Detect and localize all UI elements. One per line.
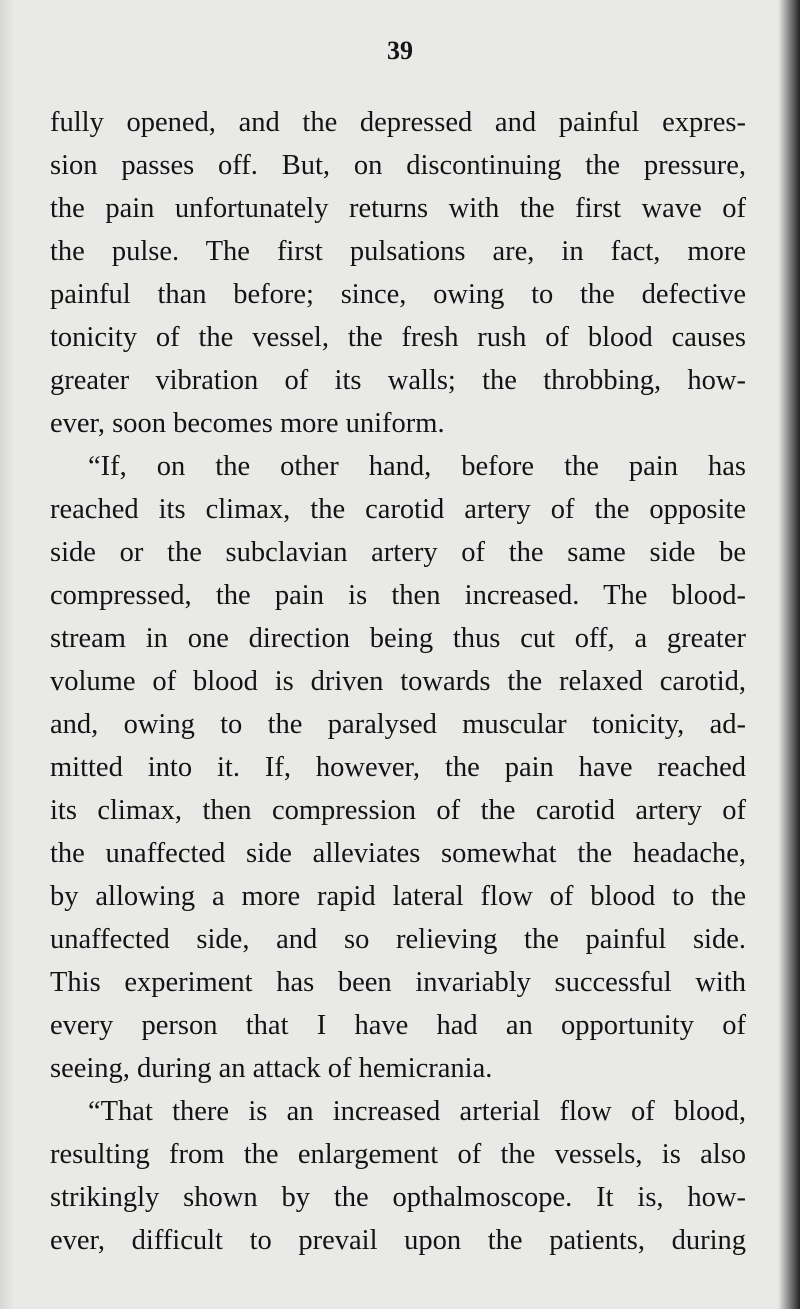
- paragraph-start-line: “If, on the other hand, before the pain has: [88, 451, 746, 482]
- text-line: fully opened, and the depressed and painful expres-: [50, 107, 746, 138]
- text-line: the pain unfortunately returns with the first wave of: [50, 193, 746, 224]
- text-line: side or the subclavian artery of the same side be: [50, 537, 746, 568]
- text-line: This experiment has been invariably successful with: [50, 967, 746, 998]
- text-line: unaffected side, and so relieving the painful side.: [50, 924, 746, 955]
- text-line: volume of blood is driven towards the relaxed carotid,: [50, 666, 746, 697]
- page-gutter-shade: [0, 0, 14, 1309]
- text-line: strikingly shown by the opthalmoscope. It is, how-: [50, 1182, 746, 1213]
- text-line: resulting from the enlargement of the vessels, is also: [50, 1139, 746, 1170]
- text-line: greater vibration of its walls; the throbbing, how-: [50, 365, 746, 396]
- text-line: its climax, then compression of the carotid artery of: [50, 795, 746, 826]
- paragraph-end-line: ever, soon becomes more uniform.: [50, 408, 445, 439]
- body-text: [50, 101, 746, 1262]
- text-line: mitted into it. If, however, the pain have reached: [50, 752, 746, 783]
- text-line: every person that I have had an opportunity of: [50, 1010, 746, 1041]
- paragraph-start-line: “That there is an increased arterial flow of blood,: [88, 1096, 746, 1127]
- text-line: reached its climax, the carotid artery of the opposite: [50, 494, 746, 525]
- page-edge-shadow: [778, 0, 800, 1309]
- text-line: the pulse. The first pulsations are, in fact, more: [50, 236, 746, 267]
- text-line: tonicity of the vessel, the fresh rush of blood causes: [50, 322, 746, 353]
- text-line: ever, difficult to prevail upon the patients, during: [50, 1225, 746, 1256]
- paragraph-end-line: seeing, during an attack of hemicrania.: [50, 1053, 493, 1084]
- text-line: sion passes off. But, on discontinuing the pressure,: [50, 150, 746, 181]
- text-line: the unaffected side alleviates somewhat the headache,: [50, 838, 746, 869]
- page-number: 39: [387, 36, 413, 65]
- text-line: stream in one direction being thus cut off, a greater: [50, 623, 746, 654]
- text-line: by allowing a more rapid lateral flow of blood to the: [50, 881, 746, 912]
- text-line: compressed, the pain is then increased. The blood-: [50, 580, 746, 611]
- text-line: and, owing to the paralysed muscular tonicity, ad-: [50, 709, 746, 740]
- text-line: painful than before; since, owing to the defective: [50, 279, 746, 310]
